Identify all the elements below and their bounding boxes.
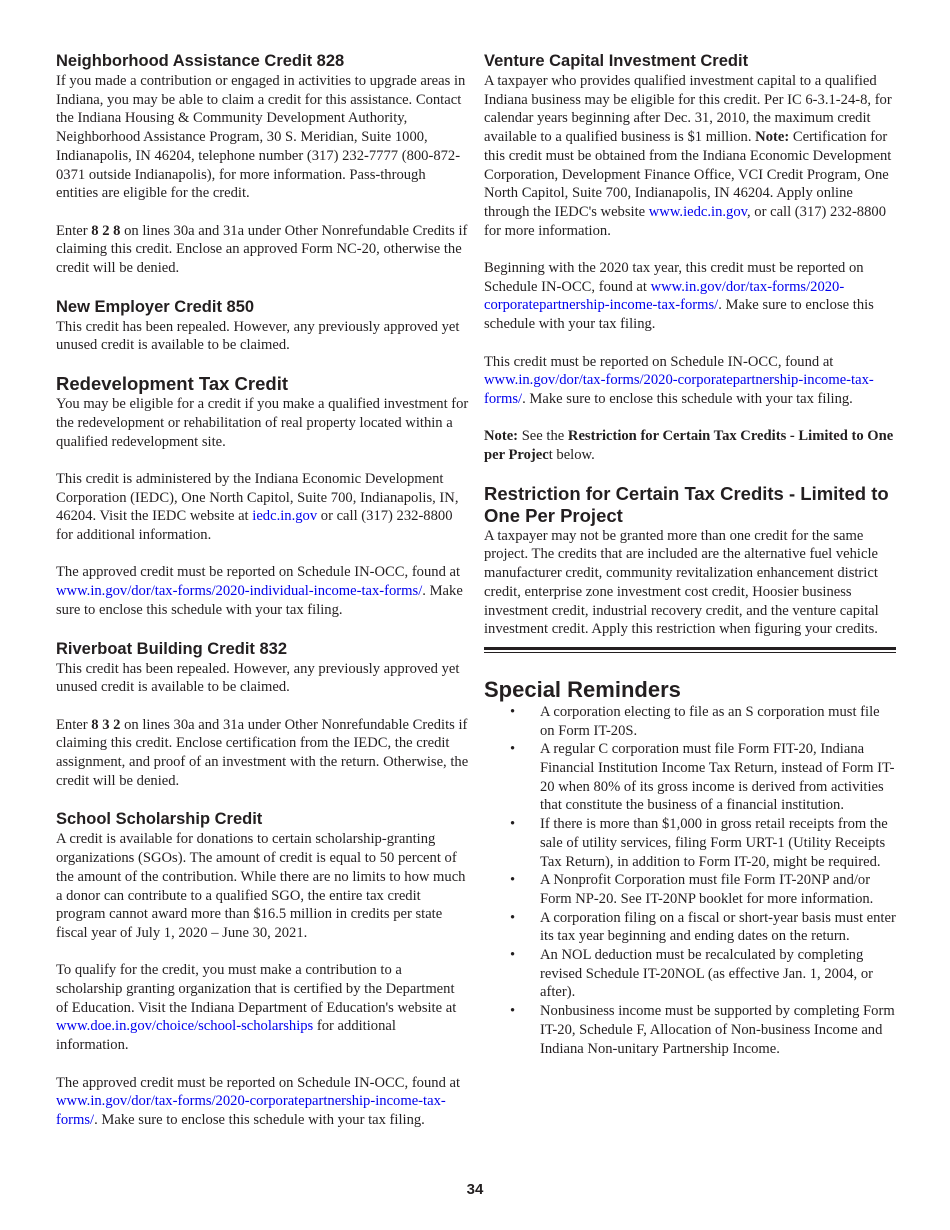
bullet-icon: •	[510, 703, 516, 720]
bullet-icon: •	[510, 909, 516, 926]
paragraph: To qualify for the credit, you must make a contribution to a scholarship granting organization that is certified by the Department of Education. Visit the Indiana Department of Education's website at www.doe.in.gov/choice/school-scholarships for additional information.	[56, 962, 457, 1054]
paragraph: The approved credit must be reported on Schedule IN-OCC, found at www.in.gov/dor/tax-forms/2020-individual-income-tax-forms/. Make sure to enclose this schedule with your tax filing.	[56, 564, 463, 618]
paragraph: If you made a contribution or engaged in activities to upgrade areas in Indiana, you may be able to claim a credit for this assistance. Contact the Indiana Housing & Community Development Authority, Neighborhood Assistance Program, 30 S. Meridian, Suite 1000, Indianapolis, IN 46204, telephone number (317) 232-7777 (800-872-0371 outside Indianapolis), for more information. Pass-through entities are eligible for the credit.	[56, 73, 466, 202]
iedc-website-link[interactable]: www.iedc.in.gov	[648, 203, 747, 220]
list-item: • Nonbusiness income must be supported by completing Form IT-20, Schedule F, Allocation of Non-business Income and Indiana Non-unitary Partnership Income.	[510, 1003, 895, 1057]
section-heading: Riverboat Building Credit 832	[56, 639, 288, 658]
neighborhood-assistance-section	[56, 50, 470, 278]
section-heading: School Scholarship Credit	[56, 810, 263, 829]
section-heading: Venture Capital Investment Credit	[484, 52, 749, 70]
paragraph: The approved credit must be reported on Schedule IN-OCC, found at www.in.gov/dor/tax-forms/2020-corporatepartnership-income-tax-forms/. Make sure to enclose this schedule with your tax filing.	[56, 1074, 461, 1128]
left-column	[56, 50, 470, 1130]
list-item: • A regular C corporation must file Form FIT-20, Indiana Financial Institution Income Tax Return, instead of Form IT-20 when 80% of its gross income is derived from activities that constitute the business of a financial institution.	[510, 741, 895, 814]
paragraph: This credit has been repealed. However, any previously approved yet unused credit is available to be claimed.	[56, 318, 460, 354]
paragraph: Enter 8 3 2 on lines 30a and 31a under Other Nonrefundable Credits if claiming this credit. Enclose certification from the IEDC, the credit assignment, and proof of an investment with the return. Otherwise, the credit will be denied.	[56, 716, 469, 789]
section-heading: Restriction for Certain Tax Credits - Limited to One Per Project	[484, 482, 889, 526]
bullet-icon: •	[510, 872, 516, 889]
list-item: • A corporation electing to file as an S corporation must file on Form IT-20S.	[510, 703, 880, 739]
bullet-icon: •	[510, 816, 516, 833]
corporate-tax-forms-link[interactable]: www.in.gov/dor/tax-forms/2020-corporatepartnership-income-tax-forms/	[484, 278, 845, 314]
special-reminders-section	[484, 677, 896, 1058]
section-heading: New Employer Credit 850	[56, 297, 255, 316]
reminders-list	[484, 703, 896, 1058]
bullet-icon: •	[510, 947, 516, 964]
bullet-icon: •	[510, 741, 516, 758]
list-item: • A Nonprofit Corporation must file Form IT-20NP and/or Form NP-20. See IT-20NP booklet for more information.	[510, 872, 874, 907]
note-paragraph: Note: See the Restriction for Certain Tax Credits - Limited to One per Project below.	[484, 428, 894, 464]
right-column	[484, 50, 896, 1058]
list-item: • An NOL deduction must be recalculated by completing revised Schedule IT-20NOL (as effective Jan. 1, 2004, or after).	[510, 947, 873, 1001]
paragraph: This credit has been repealed. However, any previously approved yet unused credit is available to be claimed.	[56, 660, 460, 696]
iedc-link[interactable]: iedc.in.gov	[252, 508, 318, 525]
paragraph: Enter 8 2 8 on lines 30a and 31a under Other Nonrefundable Credits if claiming this credit. Enclose an approved Form NC-20, otherwise the credit will be denied.	[56, 222, 468, 277]
paragraph: This credit is administered by the Indiana Economic Development Corporation (IEDC), One North Capitol, Suite 700, Indianapolis, IN, 46204. Visit the IEDC website at iedc.in.gov or call (317) 232-8800 for additional information.	[56, 470, 459, 544]
individual-tax-forms-link[interactable]: www.in.gov/dor/tax-forms/2020-individual-income-tax-forms/	[56, 583, 423, 600]
venture-capital-section	[484, 50, 896, 465]
riverboat-section	[56, 638, 470, 791]
paragraph: This credit must be reported on Schedule IN-OCC, found at www.in.gov/dor/tax-forms/2020-corporatepartnership-income-tax-forms/. Make sure to enclose this schedule with your tax filing.	[484, 353, 874, 407]
new-employer-section	[56, 296, 470, 355]
list-item: • If there is more than $1,000 in gross retail receipts from the sale of utility services, filing Form URT-1 (Utility Receipts Tax Return), in addition to Form IT-20, might be required.	[510, 816, 888, 870]
list-item: • A corporation filing on a fiscal or short-year basis must enter its tax year beginning and ending dates on the return.	[510, 909, 896, 945]
school-scholarship-section	[56, 808, 470, 1129]
doe-scholarships-link[interactable]: www.doe.in.gov/choice/school-scholarships	[56, 1018, 314, 1035]
corporate-tax-forms-link[interactable]: www.in.gov/dor/tax-forms/2020-corporatepartnership-income-tax-forms/	[484, 372, 874, 407]
paragraph: A taxpayer may not be granted more than one credit for the same project. The credits that are included are the alternative fuel vehicle manufacturer credit, community revitalization enhancement district credit, enterprise zone investment cost credit, Hoosier business investment credit, industrial recovery credit, and the venture capital investment credit. Apply this restriction when figuring your credits.	[484, 527, 879, 638]
paragraph: A taxpayer who provides qualified investment capital to a qualified Indiana business may be eligible for this credit. Per IC 6-3.1-24-8, for calendar years beginning after Dec. 31, 2010, the maximum credit available to a qualified business is $1 million. Note: Certification for this credit must be obtained from the Indiana Economic Development Corporation, Development Finance Office, VCI Credit Program, One North Capitol, Suite 700, Indianapolis, IN 46204. Apply online through the IEDC's website www.iedc.in.gov, or call (317) 232-8800 for more information.	[484, 73, 892, 239]
restriction-section	[484, 483, 896, 639]
bullet-icon: •	[510, 1003, 516, 1020]
section-heading: Redevelopment Tax Credit	[56, 373, 288, 395]
page-number: 34	[466, 1181, 484, 1198]
paragraph: A credit is available for donations to certain scholarship-granting organizations (SGOs). The amount of credit is equal to 50 percent of the amount of the contribution. While there are no limits to how much a donor can contribute to a qualified SGO, the entire tax credit program cannot award more than $16.5 million in credits per state fiscal year of July 1, 2020 – June 30, 2021.	[56, 831, 466, 941]
section-heading: Special Reminders	[484, 676, 681, 702]
paragraph: You may be eligible for a credit if you make a qualified investment for the redevelopment or rehabilitation of real property located within a qualified redevelopment site.	[56, 396, 469, 450]
corporate-tax-forms-link[interactable]: www.in.gov/dor/tax-forms/2020-corporatepartnership-income-tax-forms/	[56, 1093, 446, 1128]
redevelopment-section	[56, 373, 470, 619]
paragraph: Beginning with the 2020 tax year, this credit must be reported on Schedule IN-OCC, found at www.in.gov/dor/tax-forms/2020-corporatepartnership-income-tax-forms/. Make sure to enclose this schedule with your tax filing.	[484, 260, 874, 333]
section-divider	[484, 647, 896, 653]
section-heading: Neighborhood Assistance Credit 828	[56, 52, 345, 70]
